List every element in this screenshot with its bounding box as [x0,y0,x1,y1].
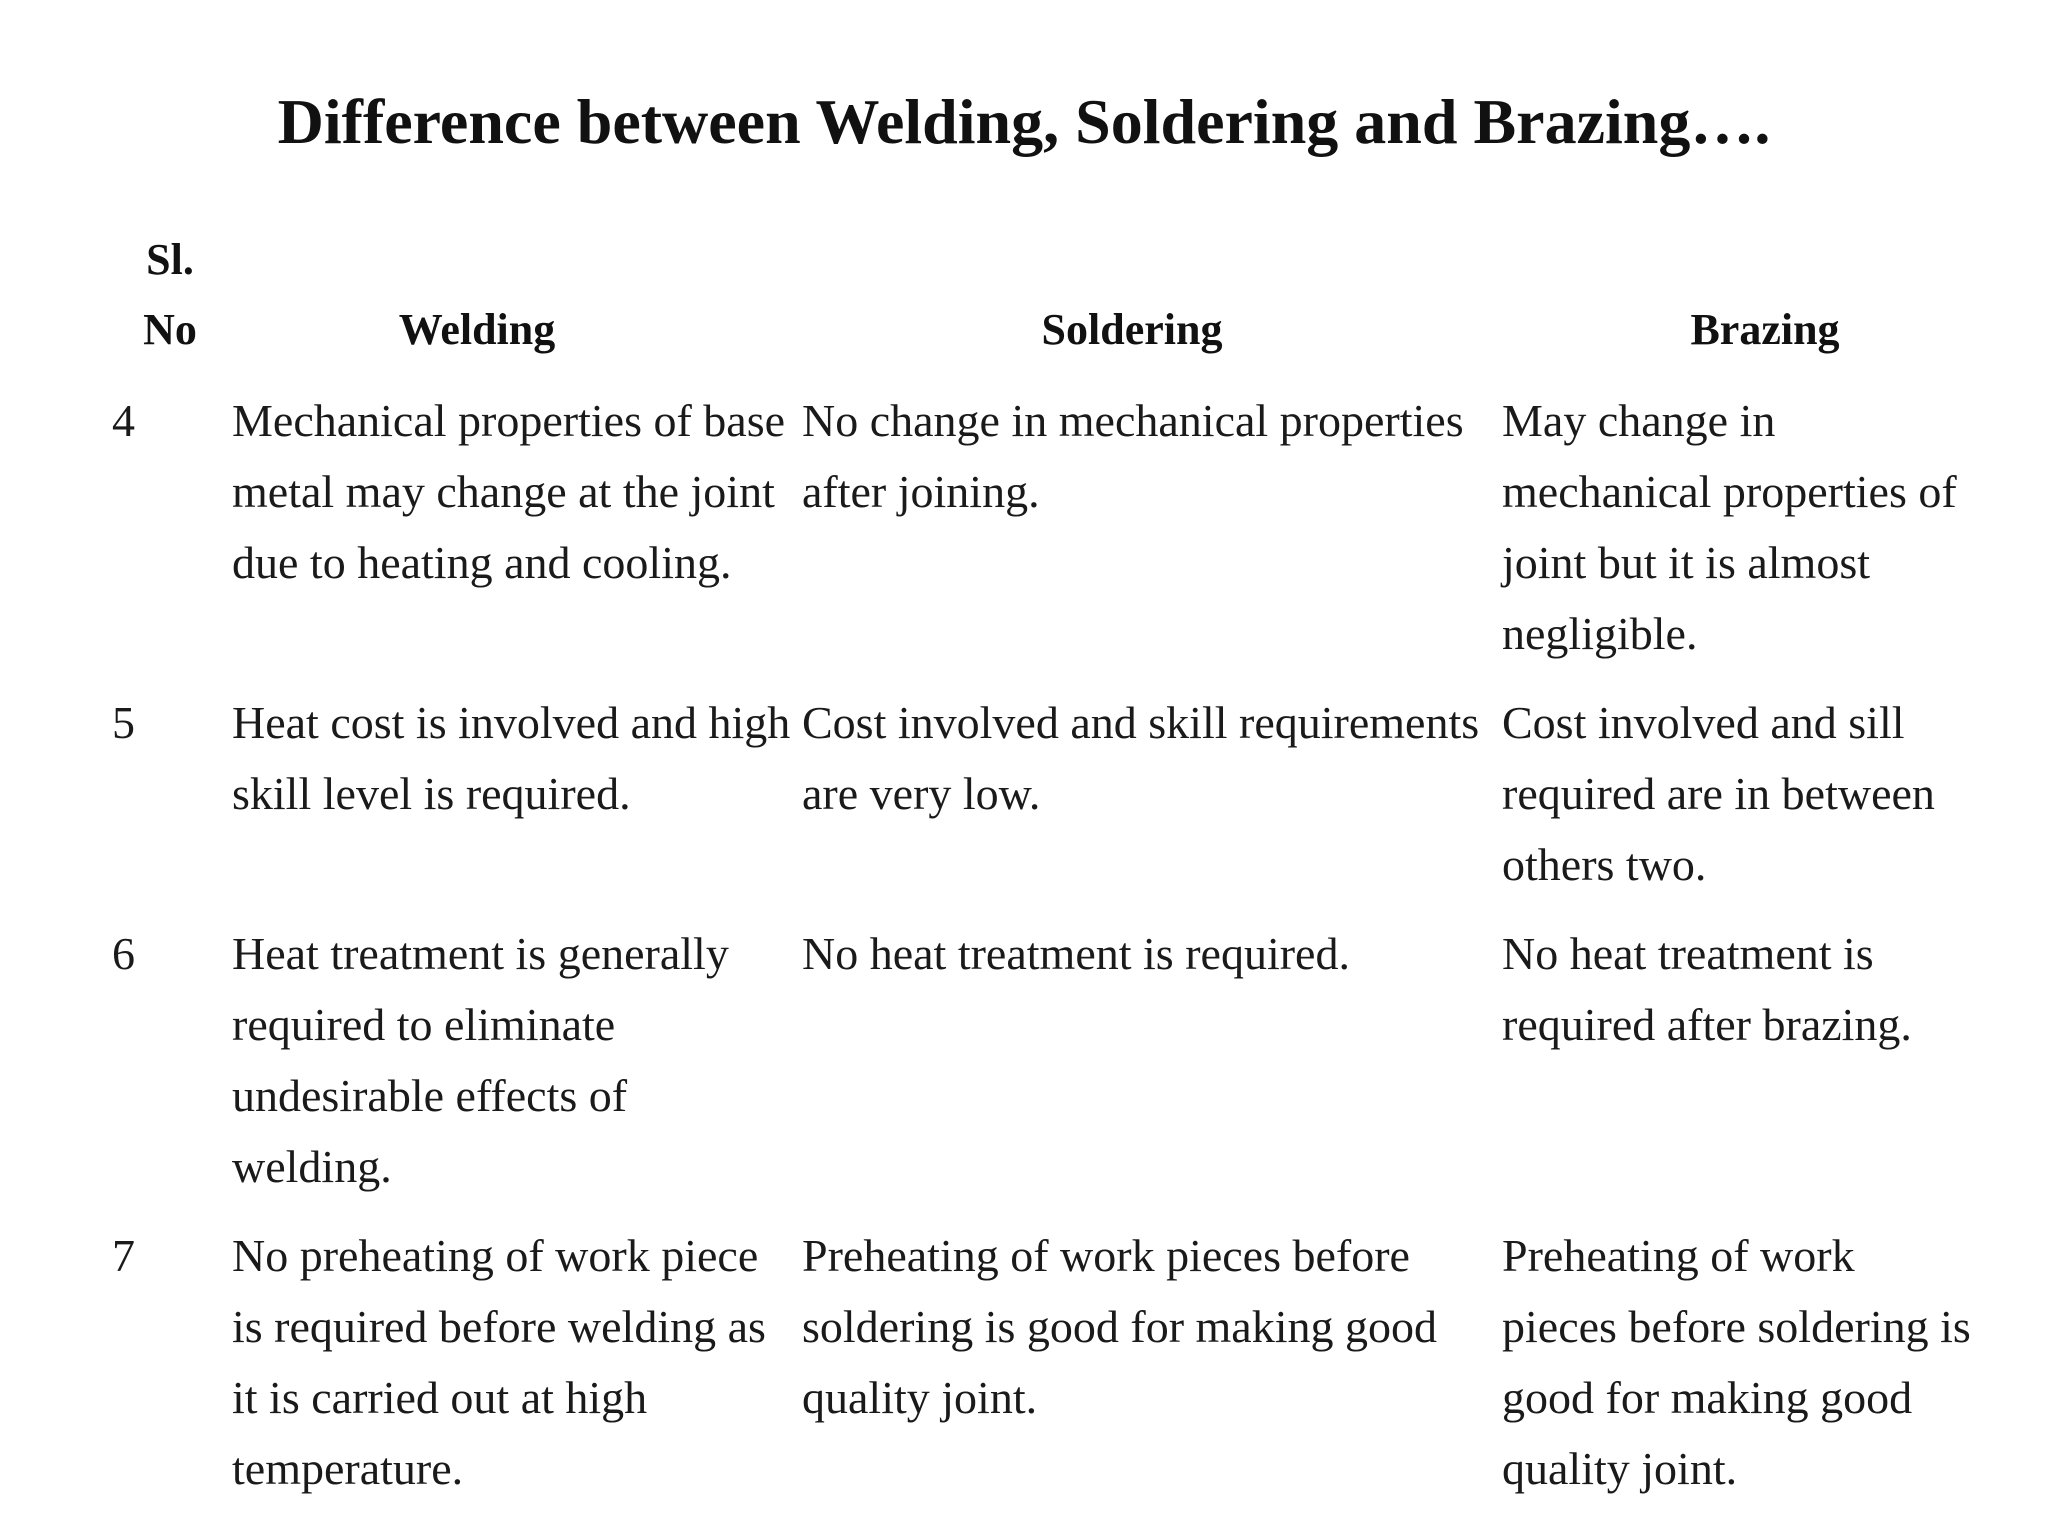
header-soldering: Soldering [1041,305,1223,354]
comparison-table [108,225,1988,1522]
header-sl-no [108,225,232,385]
row-sl-no: 4 [112,395,135,446]
cell-soldering: No heat treatment is required. [802,928,1350,979]
header-sl-line1: Sl. [146,235,194,284]
row-sl-no: 5 [112,697,135,748]
row-sl-no: 6 [112,928,135,979]
cell-brazing: Cost involved and sill required are in between others two. [1502,697,1935,890]
row-sl-no: 7 [112,1230,135,1281]
table-body [108,385,1988,1522]
slide-title: Difference between Welding, Soldering and Brazing…. [277,86,1771,157]
table-row [108,918,1988,1220]
header-row [108,225,1988,385]
table-row [108,687,1988,918]
header-sl-line2: No [143,305,197,354]
table-row [108,1220,1988,1522]
cell-soldering: No change in mechanical properties after joining. [802,395,1464,517]
cell-brazing: May change in mechanical properties of joint but it is almost negligible. [1502,395,1957,659]
cell-brazing: No heat treatment is required after brazing. [1502,928,1912,1050]
cell-brazing: Preheating of work pieces before soldering is good for making good quality joint. [1502,1230,1971,1494]
header-brazing: Brazing [1690,305,1840,354]
cell-welding: Mechanical properties of base metal may change at the joint due to heating and cooling. [232,395,786,588]
table-header [108,225,1988,385]
header-welding: Welding [398,305,556,354]
cell-welding: Heat cost is involved and high skill level is required. [232,697,791,819]
cell-soldering: Preheating of work pieces before soldering is good for making good quality joint. [802,1230,1437,1423]
cell-welding: Heat treatment is generally required to eliminate undesirable effects of welding. [232,928,729,1192]
table-row [108,385,1988,687]
cell-welding: No preheating of work piece is required before welding as it is carried out at high temperature. [232,1230,766,1494]
cell-soldering: Cost involved and skill requirements are very low. [802,697,1480,819]
